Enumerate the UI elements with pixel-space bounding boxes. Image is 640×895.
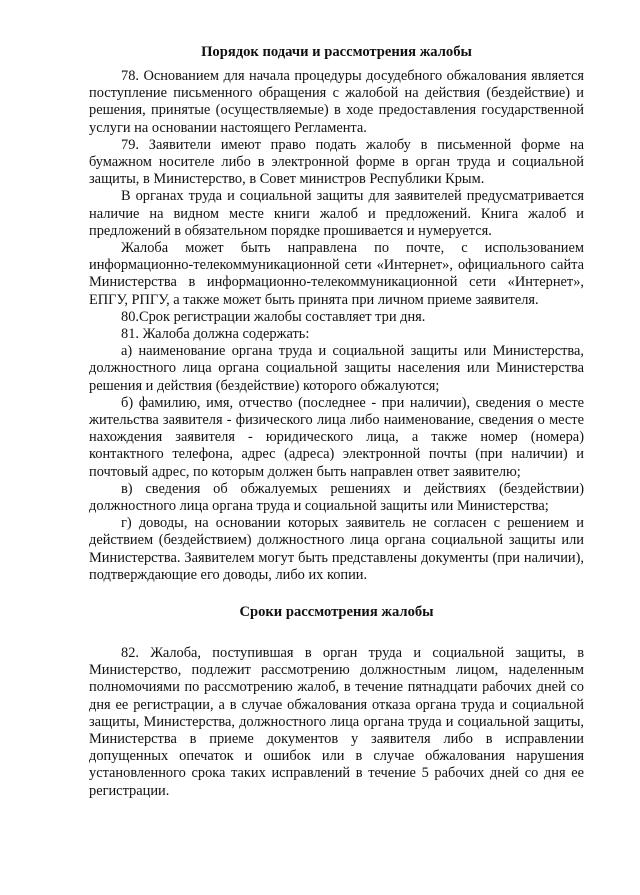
paragraph-78: 78. Основанием для начала процедуры досудебного обжалования является поступление письменного обращения с жалобой на действия (бездействие) и решения, принятые (осуществляемые) в ходе предоставления государственной услуги на основании настоящего Регламента.	[89, 68, 584, 136]
list-item-g: г) доводы, на основании которых заявитель не согласен с решением и действием (бездействием) должностного лица органа социальной защиты или Министерства. Заявителем могут быть представлены документы (при наличии), подтверждающие его доводы, либо их копии.	[89, 515, 584, 583]
section-title-review-terms: Сроки рассмотрения жалобы	[239, 604, 434, 620]
paragraph-submission-channels: Жалоба может быть направлена по почте, с использованием информационно-телекоммуникационной сети «Интернет», официального сайта Министерства в информационно-телекоммуникационной сети «Интернет», ЕПГУ, РПГУ, а также может быть принята при личном приеме заявителя.	[89, 240, 584, 308]
list-item-b: б) фамилию, имя, отчество (последнее - при наличии), сведения о месте жительства заявителя - физического лица либо наименование, сведения о месте нахождения заявителя - юридического лица, а также номер (номера) контактного телефона, адрес (адреса) электронной почты (при наличии) и почтовый адрес, по которым должен быть направлен ответ заявителю;	[89, 394, 584, 480]
paragraph-80: 80.Срок регистрации жалобы составляет три дня.	[121, 308, 426, 325]
section-body-complaint-procedure	[89, 68, 584, 584]
paragraph-82: 82. Жалоба, поступившая в орган труда и социальной защиты, в Министерство, подлежит рассмотрению должностным лицом, наделенным полномочиями по рассмотрению жалоб, в течение пятнадцати рабочих дней со дня ее регистрации, а в случае обжалования отказа органа труда и социальной защиты, Министерства, должностного лица органа труда и социальной защиты, Министерства в приеме документов у заявителя либо в исправлении допущенных опечаток и ошибок или в случае обжалования нарушения установленного срока таких исправлений в течение 5 рабочих дней со дня ее регистрации.	[89, 645, 584, 799]
paragraph-79: 79. Заявители имеют право подать жалобу в письменной форме на бумажном носителе либо в электронной форме в орган труда и социальной защиты, в Министерство, в Совет министров Республики Крым.	[89, 136, 584, 188]
list-item-a: а) наименование органа труда и социальной защиты или Министерства, должностного лица органа социальной защиты населения или Министерства решения и действия (бездействие) которого обжалуются;	[89, 343, 584, 394]
paragraph-81: 81. Жалоба должна содержать:	[121, 326, 310, 343]
section-body-review-terms	[89, 645, 584, 800]
list-item-v: в) сведения об обжалуемых решениях и действиях (бездействии) должностного лица органа труда и социальной защиты или Министерства;	[89, 480, 584, 515]
section-title-complaint-procedure: Порядок подачи и рассмотрения жалобы	[201, 44, 472, 60]
paragraph-complaint-book: В органах труда и социальной защиты для заявителей предусматривается наличие на видном месте книги жалоб и предложений. Книга жалоб и предложений в обязательном порядке прошивается и нумеруется.	[89, 188, 584, 239]
